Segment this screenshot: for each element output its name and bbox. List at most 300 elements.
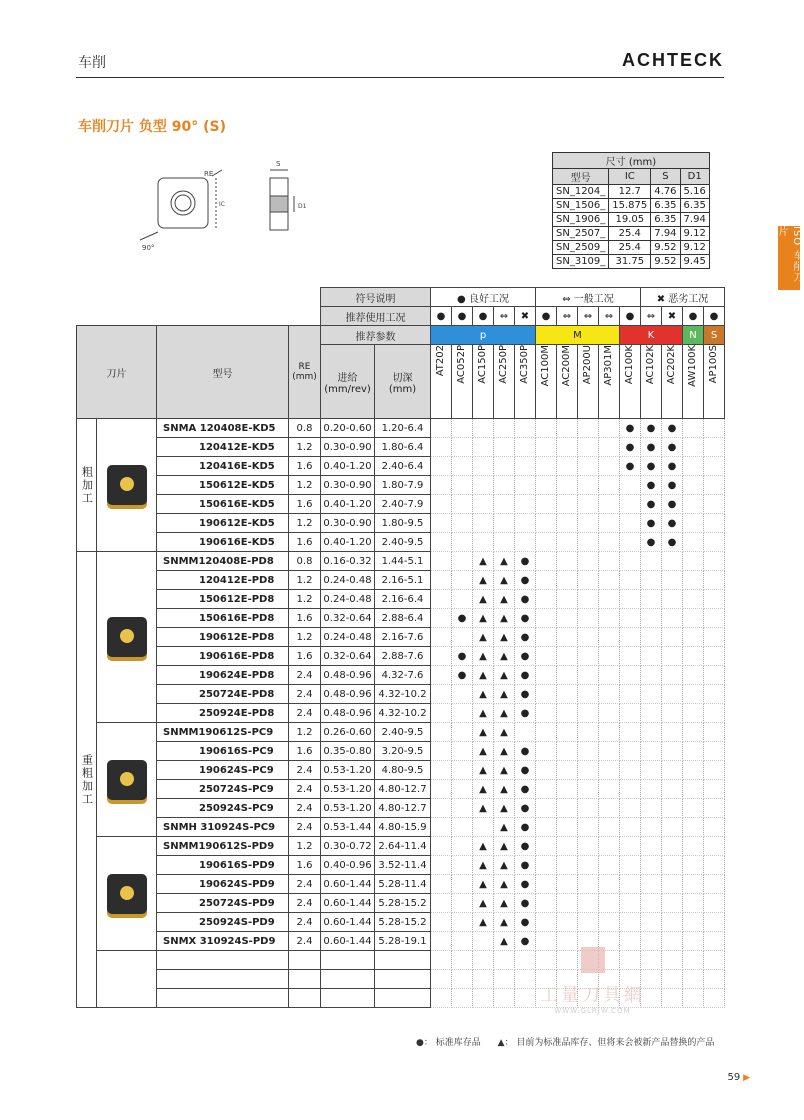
availability-mark <box>683 666 704 685</box>
availability-mark: ● <box>515 856 536 875</box>
re-cell: 0.8 <box>289 419 321 438</box>
availability-mark <box>452 571 473 590</box>
availability-mark <box>578 476 599 495</box>
availability-mark <box>536 590 557 609</box>
symbol-bad: ✖ 恶劣工况 <box>641 288 725 307</box>
grade-header <box>683 345 704 419</box>
depth-cell: 2.88-7.6 <box>375 647 431 666</box>
availability-mark <box>704 970 725 989</box>
model-cell: 250724S-PC9 <box>157 780 289 799</box>
availability-mark <box>704 856 725 875</box>
availability-mark: ▲ <box>473 666 494 685</box>
dims-cell: 19.05 <box>609 213 651 227</box>
availability-mark <box>704 647 725 666</box>
availability-mark <box>452 951 473 970</box>
availability-mark <box>704 685 725 704</box>
availability-mark: ▲ <box>494 723 515 742</box>
availability-mark <box>578 457 599 476</box>
depth-cell: 1.80-6.4 <box>375 438 431 457</box>
model-cell: 150616E-KD5 <box>157 495 289 514</box>
availability-mark <box>452 704 473 723</box>
availability-mark <box>431 799 452 818</box>
feed-cell <box>321 970 375 989</box>
model-cell: 190624S-PD9 <box>157 875 289 894</box>
availability-mark <box>599 856 620 875</box>
dims-cell: SN_2507_ <box>553 227 609 241</box>
grade-name: AC202K <box>666 345 677 385</box>
availability-mark <box>557 875 578 894</box>
feed-cell: 0.32-0.64 <box>321 647 375 666</box>
availability-mark: ● <box>515 932 536 951</box>
availability-mark <box>536 761 557 780</box>
availability-mark <box>704 438 725 457</box>
dims-cell: 6.35 <box>651 199 680 213</box>
availability-mark <box>473 438 494 457</box>
depth-cell: 2.16-7.6 <box>375 628 431 647</box>
availability-mark <box>620 647 641 666</box>
availability-mark <box>704 666 725 685</box>
availability-mark <box>473 970 494 989</box>
group-label: 粗加工 <box>77 419 97 552</box>
availability-mark <box>599 742 620 761</box>
availability-mark <box>452 495 473 514</box>
availability-mark <box>536 457 557 476</box>
dims-cell: 7.94 <box>651 227 680 241</box>
availability-mark <box>641 856 662 875</box>
availability-mark <box>704 761 725 780</box>
availability-mark: ● <box>452 666 473 685</box>
availability-mark <box>599 875 620 894</box>
availability-mark <box>494 419 515 438</box>
availability-mark <box>515 989 536 1008</box>
availability-mark <box>452 552 473 571</box>
re-cell: 2.4 <box>289 799 321 818</box>
availability-mark <box>641 552 662 571</box>
dims-cell: SN_3109_ <box>553 255 609 269</box>
dims-cell: SN_1906_ <box>553 213 609 227</box>
availability-mark <box>431 742 452 761</box>
feed-cell: 0.48-0.96 <box>321 704 375 723</box>
availability-mark: ▲ <box>473 590 494 609</box>
product-row <box>77 590 725 609</box>
availability-mark <box>683 742 704 761</box>
availability-mark <box>536 704 557 723</box>
availability-mark <box>704 533 725 552</box>
availability-mark <box>494 476 515 495</box>
availability-mark <box>515 438 536 457</box>
availability-mark <box>557 628 578 647</box>
availability-mark <box>578 419 599 438</box>
availability-mark <box>557 590 578 609</box>
availability-mark: ▲ <box>473 723 494 742</box>
availability-mark <box>620 704 641 723</box>
availability-mark <box>431 780 452 799</box>
model-cell: SNMH 310924S-PC9 <box>157 818 289 837</box>
condition-symbol: ● <box>452 307 473 326</box>
re-cell: 2.4 <box>289 913 321 932</box>
availability-mark <box>473 932 494 951</box>
depth-cell <box>375 989 431 1008</box>
condition-symbol: ⇔ <box>494 307 515 326</box>
re-cell: 2.4 <box>289 875 321 894</box>
product-row <box>77 742 725 761</box>
model-cell: 250724S-PD9 <box>157 894 289 913</box>
availability-mark <box>662 704 683 723</box>
availability-mark <box>431 514 452 533</box>
dims-cell: 25.4 <box>609 227 651 241</box>
dims-col-header: S <box>651 169 680 185</box>
re-cell: 2.4 <box>289 685 321 704</box>
availability-mark <box>662 590 683 609</box>
dims-group-header: 尺寸 (mm) <box>553 153 710 169</box>
availability-mark <box>704 951 725 970</box>
re-cell: 1.6 <box>289 495 321 514</box>
availability-mark: ▲ <box>473 875 494 894</box>
availability-mark: ▲ <box>473 780 494 799</box>
availability-mark <box>473 419 494 438</box>
availability-mark <box>662 666 683 685</box>
availability-mark <box>431 533 452 552</box>
availability-mark <box>557 609 578 628</box>
availability-mark <box>578 609 599 628</box>
model-cell: 250924E-PD8 <box>157 704 289 723</box>
availability-mark <box>452 685 473 704</box>
feed-label: 进给 (mm/rev) <box>321 345 375 419</box>
availability-mark <box>431 609 452 628</box>
availability-mark <box>452 932 473 951</box>
availability-mark: ▲ <box>473 704 494 723</box>
feed-cell: 0.40-1.20 <box>321 457 375 476</box>
model-cell <box>157 951 289 970</box>
product-row <box>77 533 725 552</box>
availability-mark <box>683 438 704 457</box>
condition-symbol: ✖ <box>515 307 536 326</box>
availability-mark <box>431 438 452 457</box>
dims-cell: 12.7 <box>609 185 651 199</box>
feed-cell: 0.53-1.20 <box>321 780 375 799</box>
availability-mark <box>683 571 704 590</box>
availability-mark <box>431 932 452 951</box>
availability-mark <box>452 514 473 533</box>
availability-mark <box>431 419 452 438</box>
availability-mark <box>494 951 515 970</box>
availability-mark <box>620 685 641 704</box>
availability-mark <box>704 742 725 761</box>
grade-header <box>578 345 599 419</box>
availability-mark <box>431 457 452 476</box>
availability-mark: ▲ <box>494 609 515 628</box>
condition-symbol: ● <box>536 307 557 326</box>
depth-cell: 1.80-7.9 <box>375 476 431 495</box>
availability-mark <box>662 856 683 875</box>
availability-mark <box>620 533 641 552</box>
availability-mark: ● <box>515 761 536 780</box>
availability-mark: ▲ <box>494 704 515 723</box>
availability-mark: ● <box>641 457 662 476</box>
product-row <box>77 894 725 913</box>
availability-mark <box>578 742 599 761</box>
model-cell: 250924S-PD9 <box>157 913 289 932</box>
availability-mark: ▲ <box>473 742 494 761</box>
feed-cell: 0.24-0.48 <box>321 590 375 609</box>
condition-symbol: ● <box>431 307 452 326</box>
depth-cell: 4.80-9.5 <box>375 761 431 780</box>
availability-mark: ▲ <box>494 818 515 837</box>
availability-mark <box>431 818 452 837</box>
depth-cell: 2.64-11.4 <box>375 837 431 856</box>
availability-mark <box>683 419 704 438</box>
grade-name: AC052P <box>456 345 467 384</box>
product-row <box>77 628 725 647</box>
depth-cell: 2.40-9.5 <box>375 723 431 742</box>
availability-mark <box>536 571 557 590</box>
symbol-label: 符号说明 <box>321 288 431 307</box>
availability-mark: ▲ <box>494 875 515 894</box>
availability-mark <box>599 666 620 685</box>
depth-cell: 5.28-19.1 <box>375 932 431 951</box>
model-cell: 190624S-PC9 <box>157 761 289 780</box>
availability-mark: ● <box>641 476 662 495</box>
grade-name: AP200U <box>582 345 593 385</box>
availability-mark <box>620 571 641 590</box>
availability-mark <box>662 989 683 1008</box>
insert-image <box>107 465 147 505</box>
availability-mark <box>599 514 620 533</box>
availability-mark <box>662 970 683 989</box>
availability-mark <box>641 799 662 818</box>
availability-mark <box>683 476 704 495</box>
availability-mark <box>473 533 494 552</box>
availability-mark <box>683 552 704 571</box>
depth-label: 切深 (mm) <box>375 345 431 419</box>
availability-mark <box>431 476 452 495</box>
availability-mark <box>599 552 620 571</box>
availability-mark: ● <box>515 590 536 609</box>
availability-mark <box>431 552 452 571</box>
grade-name: AC102K <box>645 345 656 385</box>
availability-mark <box>452 894 473 913</box>
availability-mark <box>557 704 578 723</box>
product-row <box>77 780 725 799</box>
feed-cell: 0.40-1.20 <box>321 533 375 552</box>
availability-mark <box>704 704 725 723</box>
feed-cell: 0.20-0.60 <box>321 419 375 438</box>
depth-cell: 5.28-15.2 <box>375 894 431 913</box>
product-row <box>77 419 725 438</box>
product-row <box>77 666 725 685</box>
grade-header <box>536 345 557 419</box>
availability-mark <box>452 533 473 552</box>
availability-mark <box>662 875 683 894</box>
grade-header <box>431 345 452 419</box>
availability-mark <box>431 685 452 704</box>
re-cell: 1.2 <box>289 438 321 457</box>
depth-cell: 4.32-10.2 <box>375 685 431 704</box>
availability-mark <box>599 780 620 799</box>
grade-header <box>473 345 494 419</box>
product-row <box>77 723 725 742</box>
model-cell: 250924S-PC9 <box>157 799 289 818</box>
blank-cell <box>77 307 321 326</box>
product-row <box>77 761 725 780</box>
product-row <box>77 799 725 818</box>
dims-row <box>553 213 710 227</box>
availability-mark: ▲ <box>494 571 515 590</box>
dims-cell: SN_1506_ <box>553 199 609 213</box>
availability-mark: ● <box>452 647 473 666</box>
re-cell: 2.4 <box>289 761 321 780</box>
dims-cell: 9.12 <box>680 241 709 255</box>
depth-cell: 4.32-10.2 <box>375 704 431 723</box>
availability-mark <box>494 989 515 1008</box>
depth-cell: 4.80-15.9 <box>375 818 431 837</box>
feed-cell: 0.35-0.80 <box>321 742 375 761</box>
availability-mark <box>641 666 662 685</box>
availability-mark <box>704 799 725 818</box>
re-cell: 1.2 <box>289 628 321 647</box>
depth-cell: 4.80-12.7 <box>375 799 431 818</box>
availability-mark <box>599 495 620 514</box>
availability-mark <box>683 514 704 533</box>
availability-mark <box>431 761 452 780</box>
dims-cell: 31.75 <box>609 255 651 269</box>
availability-mark <box>683 989 704 1008</box>
availability-mark <box>683 723 704 742</box>
header-divider <box>76 77 724 78</box>
grade-name: AC150P <box>477 345 488 384</box>
availability-mark <box>557 913 578 932</box>
dims-cell: 25.4 <box>609 241 651 255</box>
product-row <box>77 837 725 856</box>
availability-mark <box>473 495 494 514</box>
availability-mark: ● <box>515 913 536 932</box>
watermark-text: 工量刀具網 <box>540 985 645 1006</box>
availability-mark <box>452 476 473 495</box>
availability-mark <box>536 495 557 514</box>
insert-drawing <box>130 150 330 260</box>
availability-mark <box>641 875 662 894</box>
availability-mark <box>452 818 473 837</box>
availability-mark: ● <box>515 647 536 666</box>
model-cell: 120412E-PD8 <box>157 571 289 590</box>
category-m: M <box>536 326 620 345</box>
availability-mark <box>683 495 704 514</box>
availability-mark <box>578 799 599 818</box>
insert-image-cell <box>97 419 157 552</box>
availability-mark <box>473 818 494 837</box>
availability-mark <box>683 837 704 856</box>
availability-mark <box>431 856 452 875</box>
availability-mark <box>620 875 641 894</box>
blade-label: 刀片 <box>77 326 157 419</box>
availability-mark <box>620 628 641 647</box>
grade-name: AP100S <box>708 345 719 384</box>
condition-symbol: ⇔ <box>578 307 599 326</box>
availability-mark <box>641 761 662 780</box>
availability-mark: ▲ <box>473 799 494 818</box>
availability-mark <box>704 628 725 647</box>
availability-mark <box>599 571 620 590</box>
availability-mark <box>536 552 557 571</box>
availability-mark <box>557 856 578 875</box>
product-row <box>77 609 725 628</box>
availability-mark <box>452 419 473 438</box>
grade-name: AC100M <box>540 345 551 387</box>
availability-mark <box>620 552 641 571</box>
product-row <box>77 647 725 666</box>
availability-mark <box>704 894 725 913</box>
availability-mark <box>578 685 599 704</box>
availability-mark <box>620 742 641 761</box>
availability-mark <box>704 495 725 514</box>
feed-cell <box>321 951 375 970</box>
availability-mark <box>620 495 641 514</box>
availability-mark <box>494 970 515 989</box>
re-cell: 1.6 <box>289 533 321 552</box>
dims-cell: 7.94 <box>680 213 709 227</box>
insert-image <box>107 874 147 914</box>
availability-mark <box>557 818 578 837</box>
availability-mark: ● <box>515 818 536 837</box>
availability-mark: ● <box>452 609 473 628</box>
model-cell: SNMA 120408E-KD5 <box>157 419 289 438</box>
availability-mark <box>536 818 557 837</box>
availability-mark <box>452 590 473 609</box>
availability-mark <box>620 894 641 913</box>
availability-mark <box>599 761 620 780</box>
re-cell: 1.6 <box>289 647 321 666</box>
availability-mark <box>683 818 704 837</box>
availability-mark <box>578 761 599 780</box>
s-label: S <box>276 160 281 168</box>
availability-mark: ▲ <box>473 856 494 875</box>
availability-mark <box>578 818 599 837</box>
availability-mark <box>452 780 473 799</box>
availability-mark <box>683 457 704 476</box>
availability-mark <box>557 742 578 761</box>
availability-mark <box>431 837 452 856</box>
availability-mark: ● <box>515 552 536 571</box>
availability-mark <box>536 837 557 856</box>
availability-mark <box>557 419 578 438</box>
availability-mark <box>578 571 599 590</box>
category-p: p <box>431 326 536 345</box>
model-cell <box>157 989 289 1008</box>
re-cell: 2.4 <box>289 818 321 837</box>
availability-mark <box>431 951 452 970</box>
model-cell: 150612E-KD5 <box>157 476 289 495</box>
availability-mark <box>620 666 641 685</box>
availability-mark: ● <box>662 419 683 438</box>
availability-mark <box>662 552 683 571</box>
dims-cell: 6.35 <box>651 213 680 227</box>
availability-mark <box>452 799 473 818</box>
availability-mark <box>704 932 725 951</box>
availability-mark <box>578 590 599 609</box>
availability-mark <box>620 609 641 628</box>
availability-mark <box>536 609 557 628</box>
model-cell <box>157 970 289 989</box>
dims-row <box>553 227 710 241</box>
side-tab: ISO 车削刀片 <box>778 226 800 290</box>
availability-mark <box>431 894 452 913</box>
availability-mark <box>431 571 452 590</box>
availability-mark <box>536 875 557 894</box>
feed-cell: 0.60-1.44 <box>321 875 375 894</box>
availability-mark: ● <box>620 438 641 457</box>
availability-mark <box>536 476 557 495</box>
feed-cell: 0.53-1.20 <box>321 761 375 780</box>
